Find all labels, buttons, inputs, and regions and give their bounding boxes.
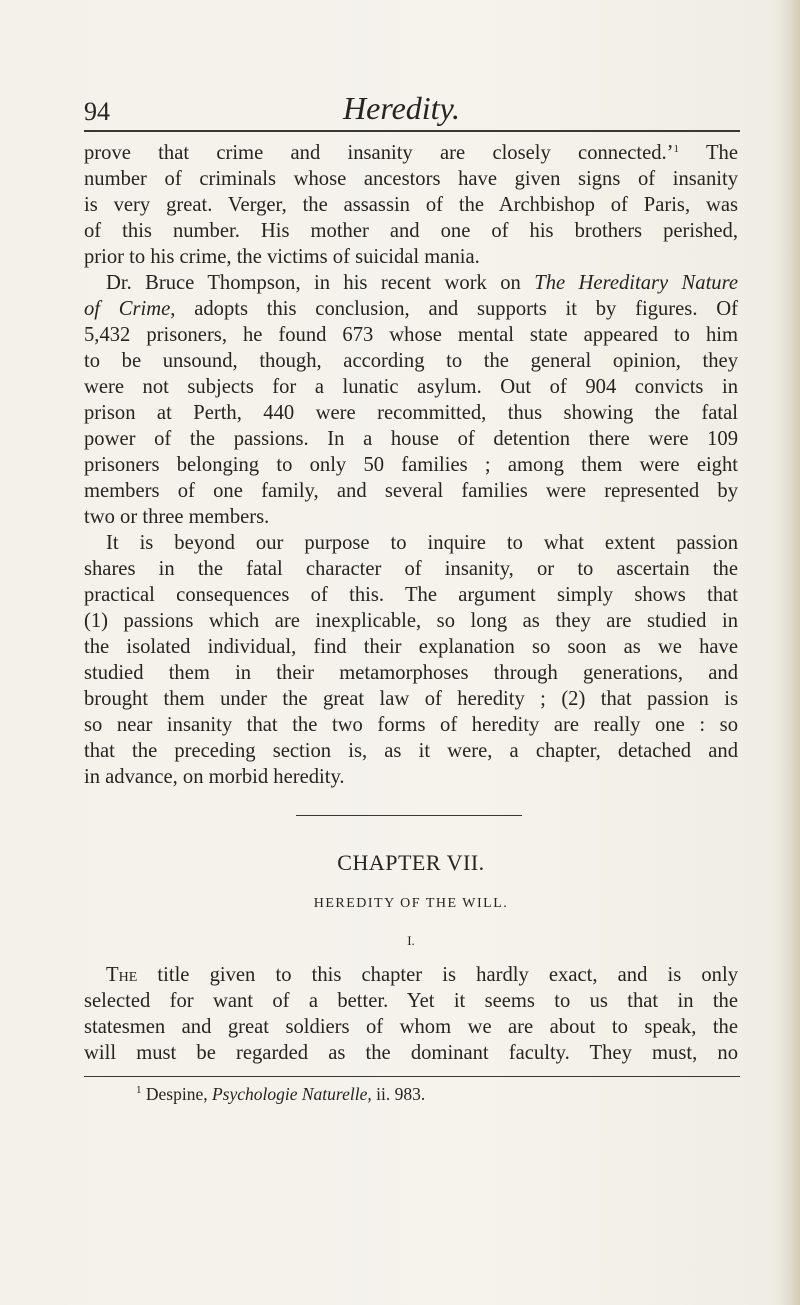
text-line: number of criminals whose ancestors have given signs of insanity [84,168,738,190]
text-line: studied them in their metamorphoses through generations, and [84,662,738,684]
section-divider [296,815,522,816]
section-number: I. [407,933,415,948]
page-number: 94 [84,97,110,126]
text-line: statesmen and great soldiers of whom we are about to speak, the [84,1016,738,1038]
text-line: members of one family, and several families were represented by [84,480,738,502]
text-line: prisoners belonging to only 50 families ; among them were eight [84,454,738,476]
footnote-mark: 1 [136,1084,142,1096]
chapter-subtitle: HEREDITY OF THE WILL. [313,896,509,911]
book-title: of Crime, [84,298,176,320]
running-title: Heredity. [343,90,460,126]
text-line: prove that crime and insanity are closely connected.’$^1$ The [84,142,738,164]
text-line: It is beyond our purpose to inquire to what extent passion [106,532,738,554]
footnote-rule [84,1076,740,1077]
text-line: practical consequences of this. The argument simply shows that [84,584,738,606]
text-line: selected for want of a better. Yet it seems to us that in the [84,990,738,1012]
text-line: The title given to this chapter is hardly exact, and is only [106,964,738,986]
book-title: The Hereditary Nature [534,272,738,294]
footnote-author: Despine, [145,1084,208,1104]
text-line: brought them under the great law of heredity ; (2) that passion is [84,688,738,710]
text-line: of Crime, adopts this conclusion, and supports it by figures. Of [84,298,738,320]
page-edge-shadow [778,0,800,1305]
text-line: is very great. Verger, the assassin of the Archbishop of Paris, was [84,194,738,216]
text-line: two or three members. [84,506,270,528]
text-line: of this number. His mother and one of his brothers perished, [84,220,738,242]
chapter-heading: CHAPTER VII. [337,850,485,875]
footnote-work: Psychologie Naturelle, [211,1084,372,1104]
footnote-ref: ii. 983. [376,1084,426,1104]
text-line: prison at Perth, 440 were recommitted, thus showing the fatal [84,402,738,424]
text-line: were not subjects for a lunatic asylum. Out of 904 convicts in [84,376,738,398]
text-line: that the preceding section is, as it were, a chapter, detached and [84,740,738,762]
opening-word: The [106,964,138,986]
footnote-reference: 1 [673,143,680,155]
text-line: shares in the fatal character of insanity, or to ascertain the [84,558,738,580]
text-line: the isolated individual, find their explanation so soon as we have [84,636,738,658]
text-line: to be unsound, though, according to the general opinion, they [84,350,738,372]
text-line: power of the passions. In a house of detention there were 109 [84,428,738,450]
text-line: will must be regarded as the dominant faculty. They must, no [84,1042,738,1064]
footnote [136,1084,425,1105]
text-line: so near insanity that the two forms of heredity are really one : so [84,714,738,736]
text-line: (1) passions which are inexplicable, so long as they are studied in [84,610,738,632]
text-line: 5,432 prisoners, he found 673 whose mental state appeared to him [84,324,738,346]
header-rule [84,130,740,132]
text-line: in advance, on morbid heredity. [84,766,345,788]
text-line: Dr. Bruce Thompson, in his recent work on The Hereditary Nature [106,272,738,294]
text-line: prior to his crime, the victims of suicidal mania. [84,246,480,268]
